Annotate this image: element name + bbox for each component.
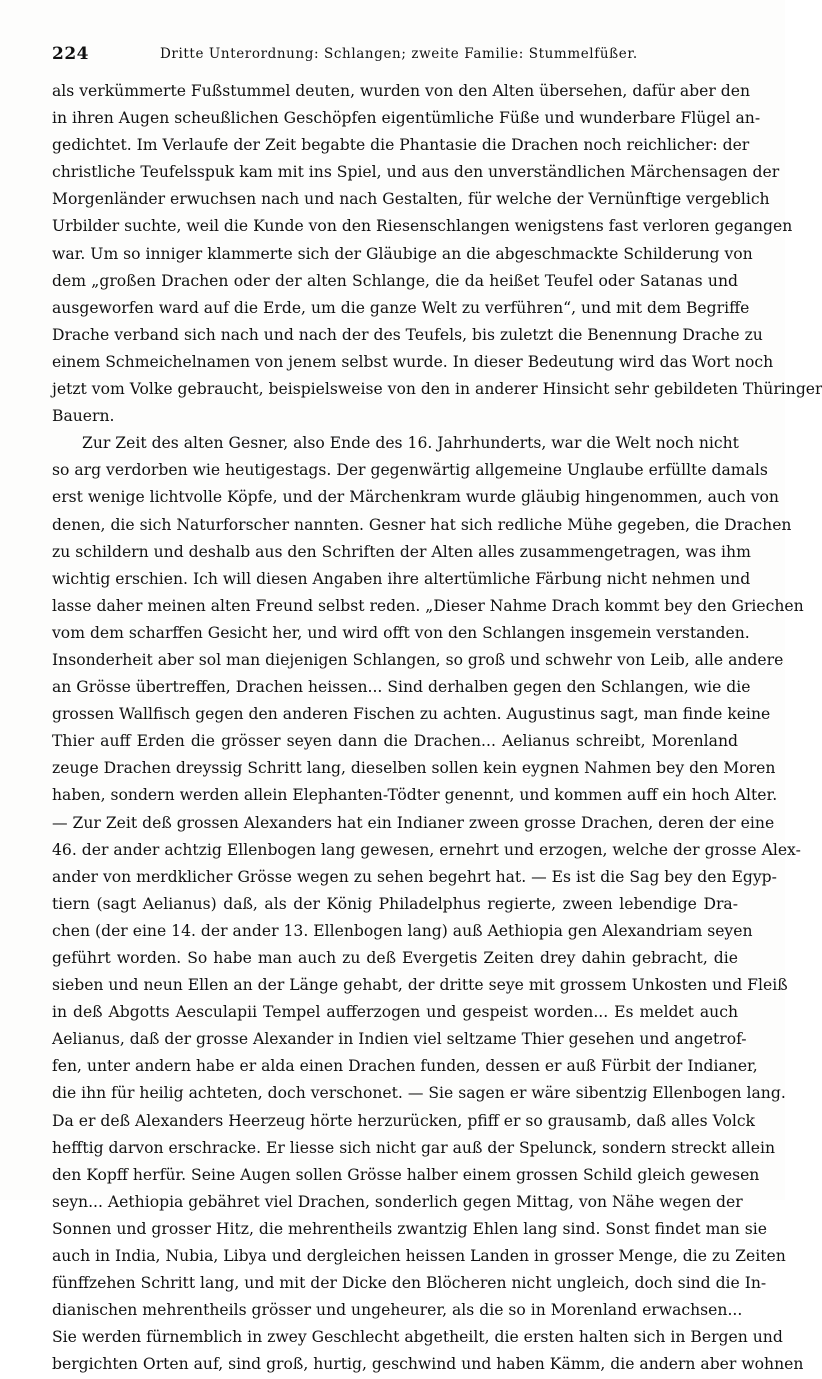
text-line: dem „großen Drachen oder der alten Schlange, die da heißet Teufel oder Satanas und — [52, 271, 738, 290]
text-line: Sie werden fürnemblich in zwey Geschlecht abgetheilt, die ersten halten sich in Bergen und — [52, 1328, 783, 1347]
text-line: auch in India, Nubia, Libya und dergleichen heissen Landen in grosser Menge, die zu Zeiten — [52, 1247, 786, 1266]
text-line: Da er deß Alexanders Heerzeug hörte herzurücken, pfiff er so grausamb, daß alles Volck — [52, 1111, 755, 1130]
text-line: fünffzehen Schritt lang, und mit der Dicke den Blöcheren nicht ungleich, doch sind die In- — [52, 1274, 767, 1293]
text-line: jetzt vom Volke gebraucht, beispielsweise von den in anderer Hinsicht sehr gebildeten Thüringer — [52, 380, 822, 399]
text-line: in deß Abgotts Aesculapii Tempel aufferzogen und gespeist worden... Es meldet auch — [52, 1003, 738, 1022]
text-line: so arg verdorben wie heutigestags. Der gegenwärtig allgemeine Unglaube erfüllte damals — [52, 461, 768, 480]
text-line: Aelianus, daß der grosse Alexander in Indien viel seltzame Thier gesehen und angetrof- — [52, 1030, 747, 1049]
text-line: als verkümmerte Fußstummel deuten, wurden von den Alten übersehen, dafür aber den — [52, 82, 751, 100]
text-line: gedichtet. Im Verlaufe der Zeit begabte die Phantasie die Drachen noch reichlicher: der — [52, 136, 750, 155]
text-line: bergichten Orten auf, sind groß, hurtig, geschwind und haben Kämm, die andern aber wohnen — [52, 1355, 804, 1374]
text-line: vom dem scharffen Gesicht her, und wird offt von den Schlangen insgemein verstanden. — [52, 623, 750, 642]
text-line: wichtig erschien. Ich will diesen Angaben ihre altertümliche Färbung nicht nehmen und — [52, 569, 751, 588]
text-line: Thier auff Erden die grösser seyen dann die Drachen... Aelianus schreibt, Morenland — [52, 732, 738, 751]
text-line: einem Schmeichelnamen von jenem selbst wurde. In dieser Bedeutung wird das Wort noch — [52, 352, 774, 371]
text-line: Morgenländer erwuchsen nach und nach Gestalten, für welche der Vernünftige vergeblich — [52, 190, 770, 209]
text-line: hefftig darvon erschracke. Er liesse sich nicht gar auß der Spelunck, sondern streckt allein — [52, 1138, 776, 1157]
text-line: erst wenige lichtvolle Köpfe, und der Märchenkram wurde gläubig hingenommen, auch von — [52, 488, 779, 507]
paragraph — [52, 430, 804, 1378]
text-line: Zur Zeit des alten Gesner, also Ende des 16. Jahrhunderts, war die Welt noch nicht — [82, 434, 739, 453]
text-line: seyn... Aethiopia gebähret viel Drachen, sonderlich gegen Mittag, von Nähe wegen der — [52, 1192, 743, 1211]
text-line: Insonderheit aber sol man diejenigen Schlangen, so groß und schwehr von Leib, alle andere — [52, 650, 784, 669]
page-number: 224 — [52, 44, 89, 64]
running-head: Dritte Unterordnung: Schlangen; zweite Familie: Stummelfüßer. — [160, 46, 638, 62]
page-header — [52, 44, 742, 70]
text-line: zu schildern und deshalb aus den Schriften der Alten alles zusammengetragen, was ihm — [52, 542, 751, 561]
text-line: in ihren Augen scheußlichen Geschöpfen eigentümliche Füße und wunderbare Flügel an- — [52, 109, 761, 128]
text-line: ausgeworfen ward auf die Erde, um die ganze Welt zu verführen“, und mit dem Begriffe — [52, 298, 750, 317]
text-line: sieben und neun Ellen an der Länge gehabt, der dritte seye mit grossem Unkosten und Fleiß — [52, 976, 788, 995]
text-line: dianischen mehrentheils grösser und ungeheurer, als die so in Morenland erwachsen... — [52, 1301, 743, 1320]
text-line: Bauern. — [52, 407, 115, 426]
text-line: chen (der eine 14. der ander 13. Ellenbogen lang) auß Aethiopia gen Alexandriam seyen — [52, 921, 753, 940]
text-line: denen, die sich Naturforscher nannten. Gesner hat sich redliche Mühe gegeben, die Drachen — [52, 515, 792, 534]
text-line: zeuge Drachen dreyssig Schritt lang, dieselben sollen kein eygnen Nahmen bey den Moren — [52, 759, 776, 778]
text-line: den Kopff herfür. Seine Augen sollen Grösse halber einem grossen Schild gleich gewesen — [52, 1165, 760, 1184]
text-line: — Zur Zeit deß grossen Alexanders hat ein Indianer zween grosse Drachen, deren der eine — [52, 813, 775, 832]
text-line: tiern (sagt Aelianus) daß, als der König Philadelphus regierte, zween lebendige Dra- — [52, 894, 738, 913]
text-line: war. Um so inniger klammerte sich der Gläubige an die abgeschmackte Schilderung von — [52, 244, 753, 263]
text-line: haben, sondern werden allein Elephanten-Tödter genennt, und kommen auff ein hoch Alter. — [52, 786, 778, 805]
text-line: die ihn für heilig achteten, doch verschonet. — Sie sagen er wäre sibentzig Ellenbogen lang. — [52, 1084, 786, 1103]
text-line: Sonnen und grosser Hitz, die mehrentheils zwantzig Ehlen lang sind. Sonst findet man sie — [52, 1219, 767, 1238]
paragraph — [52, 78, 822, 430]
text-line: christliche Teufelsspuk kam mit ins Spiel, und aus den unverständlichen Märchensagen der — [52, 163, 780, 182]
text-line: grossen Wallfisch gegen den anderen Fischen zu achten. Augustinus sagt, man finde keine — [52, 705, 771, 724]
text-line: geführt worden. So habe man auch zu deß Evergetis Zeiten drey dahin gebracht, die — [52, 949, 738, 967]
text-line: lasse daher meinen alten Freund selbst reden. „Dieser Nahme Drach kommt bey den Griechen — [52, 596, 804, 615]
text-line: Urbilder suchte, weil die Kunde von den Riesenschlangen wenigstens fast verloren gegangen — [52, 217, 793, 236]
text-line: ander von merdklicher Grösse wegen zu sehen begehrt hat. — Es ist die Sag bey den Egyp- — [52, 867, 777, 886]
text-line: fen, unter andern habe er alda einen Drachen funden, dessen er auß Fürbit der Indianer, — [52, 1057, 758, 1076]
body-text — [52, 78, 822, 1379]
text-line: an Grösse übertreffen, Drachen heissen... Sind derhalben gegen den Schlangen, wie die — [52, 678, 751, 697]
text-line: 46. der ander achtzig Ellenbogen lang gewesen, ernehrt und erzogen, welche der grosse Alex- — [52, 840, 801, 859]
text-line: Drache verband sich nach und nach der des Teufels, bis zuletzt die Benennung Drache zu — [52, 325, 763, 344]
